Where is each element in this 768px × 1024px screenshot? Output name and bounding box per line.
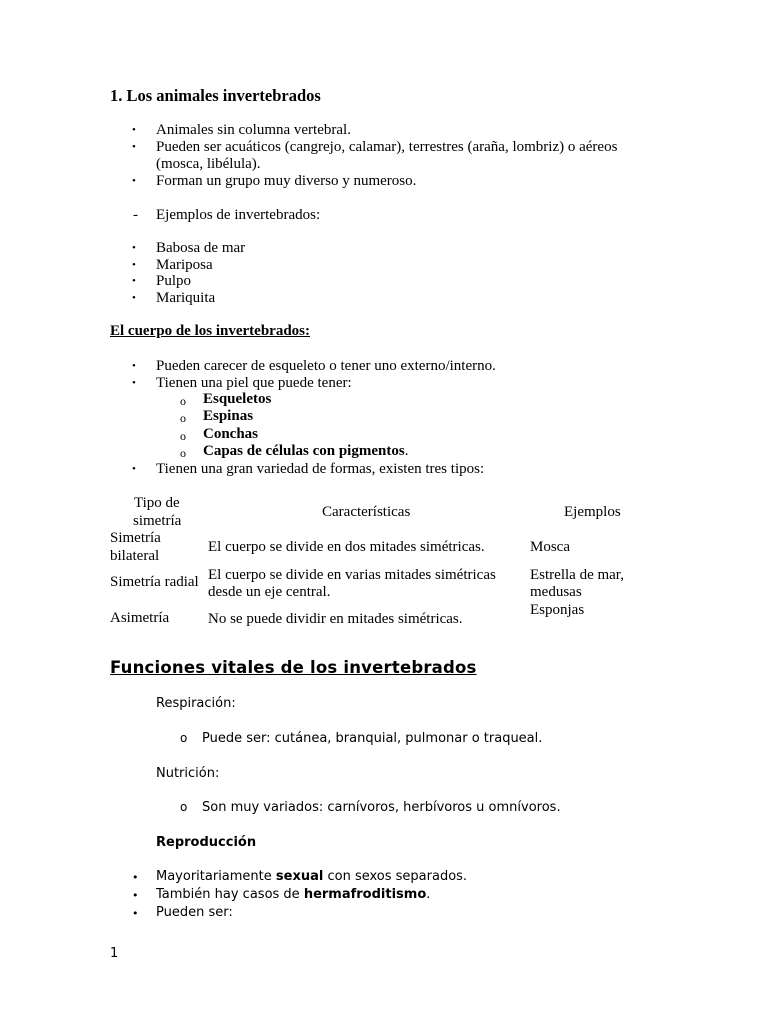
circle-bullet-icon: o (180, 731, 188, 745)
bullet-icon: • (132, 175, 136, 187)
list-item: Tienen una gran variedad de formas, existen tres tipos: (156, 461, 485, 477)
table-cell-tipo: Simetría radial (110, 574, 199, 590)
bullet-icon: • (132, 360, 136, 372)
table-cell-ejemplos: Esponjas (530, 602, 585, 618)
circle-bullet-icon: o (180, 800, 188, 814)
table-header-tipo-2: simetría (133, 513, 182, 529)
bullet-icon: • (132, 141, 136, 153)
table-cell-tipo: Asimetría (110, 610, 170, 626)
bullet-icon: • (132, 907, 139, 920)
bullet-icon: • (132, 292, 136, 304)
bullet-icon: • (132, 275, 136, 287)
list-item: Tienen una piel que puede tener: (156, 375, 352, 391)
dash-marker: - (133, 207, 138, 223)
table-cell-ejemplos: medusas (530, 584, 582, 600)
reproduccion-item: Pueden ser: (156, 905, 233, 920)
sub-item (203, 443, 408, 460)
bullet-icon: • (132, 463, 136, 475)
text-segment: Mayoritariamente (156, 869, 276, 884)
reproduccion-label: Reproducción (156, 835, 257, 850)
reproduccion-item (156, 869, 467, 884)
list-item: Animales sin columna vertebral. (156, 122, 351, 138)
bullet-icon: • (132, 871, 139, 884)
circle-bullet-icon: o (180, 411, 186, 425)
table-header-caracteristicas: Características (322, 504, 411, 520)
sub-item: Espinas (203, 408, 254, 424)
nutricion-item: Son muy variados: carnívoros, herbívoros u omnívoros. (202, 800, 561, 815)
list-item: Pueden ser acuáticos (cangrejo, calamar), terrestres (araña, lombriz) o aéreos (156, 139, 618, 155)
list-item: Forman un grupo muy diverso y numeroso. (156, 173, 417, 189)
example-item: Mariquita (156, 290, 216, 306)
table-header-tipo: Tipo de (134, 495, 180, 511)
bold-segment: hermafroditismo (303, 887, 427, 902)
body-section-heading: El cuerpo de los invertebrados: (110, 323, 310, 339)
bullet-icon: • (132, 259, 136, 271)
funciones-heading: Funciones vitales de los invertebrados (110, 658, 477, 677)
bullet-icon: • (132, 242, 136, 254)
table-header-ejemplos: Ejemplos (564, 504, 621, 520)
text-segment: . (426, 887, 431, 902)
bullet-icon: • (132, 124, 136, 136)
sub-item-suffix: . (404, 443, 409, 459)
table-cell-caracteristicas: No se puede dividir en mitades simétricas. (208, 611, 463, 627)
list-item: Pueden carecer de esqueleto o tener uno externo/interno. (156, 358, 496, 374)
table-cell-caracteristicas: desde un eje central. (208, 584, 331, 600)
bullet-icon: • (132, 377, 136, 389)
bold-segment: sexual (275, 869, 324, 884)
list-item-continuation: (mosca, libélula). (156, 156, 261, 172)
table-cell-tipo: bilateral (110, 548, 160, 564)
example-item: Pulpo (156, 273, 192, 289)
table-cell-ejemplos: Estrella de mar, (530, 567, 624, 583)
circle-bullet-icon: o (180, 429, 186, 443)
respiracion-label: Respiración: (156, 696, 236, 711)
text-segment: También hay casos de (156, 887, 304, 902)
section-heading: 1. Los animales invertebrados (110, 86, 321, 105)
table-cell-tipo: Simetría (110, 530, 161, 546)
example-item: Babosa de mar (156, 240, 246, 256)
bullet-icon: • (132, 889, 139, 902)
sub-item: Esqueletos (203, 391, 272, 407)
sub-item-bold: Capas de células con pigmentos (203, 443, 405, 459)
circle-bullet-icon: o (180, 446, 186, 460)
page-number: 1 (110, 946, 119, 961)
example-item: Mariposa (156, 257, 213, 273)
table-cell-caracteristicas: El cuerpo se divide en dos mitades simétricas. (208, 539, 485, 555)
examples-intro: Ejemplos de invertebrados: (156, 207, 321, 223)
circle-bullet-icon: o (180, 394, 186, 408)
sub-item: Conchas (203, 426, 259, 442)
respiracion-item: Puede ser: cutánea, branquial, pulmonar o traqueal. (202, 731, 543, 746)
table-cell-caracteristicas: El cuerpo se divide en varias mitades simétricas (208, 567, 496, 583)
text-segment: con sexos separados. (323, 869, 468, 884)
table-cell-ejemplos: Mosca (530, 539, 570, 555)
nutricion-label: Nutrición: (156, 766, 220, 781)
reproduccion-item (156, 887, 430, 902)
